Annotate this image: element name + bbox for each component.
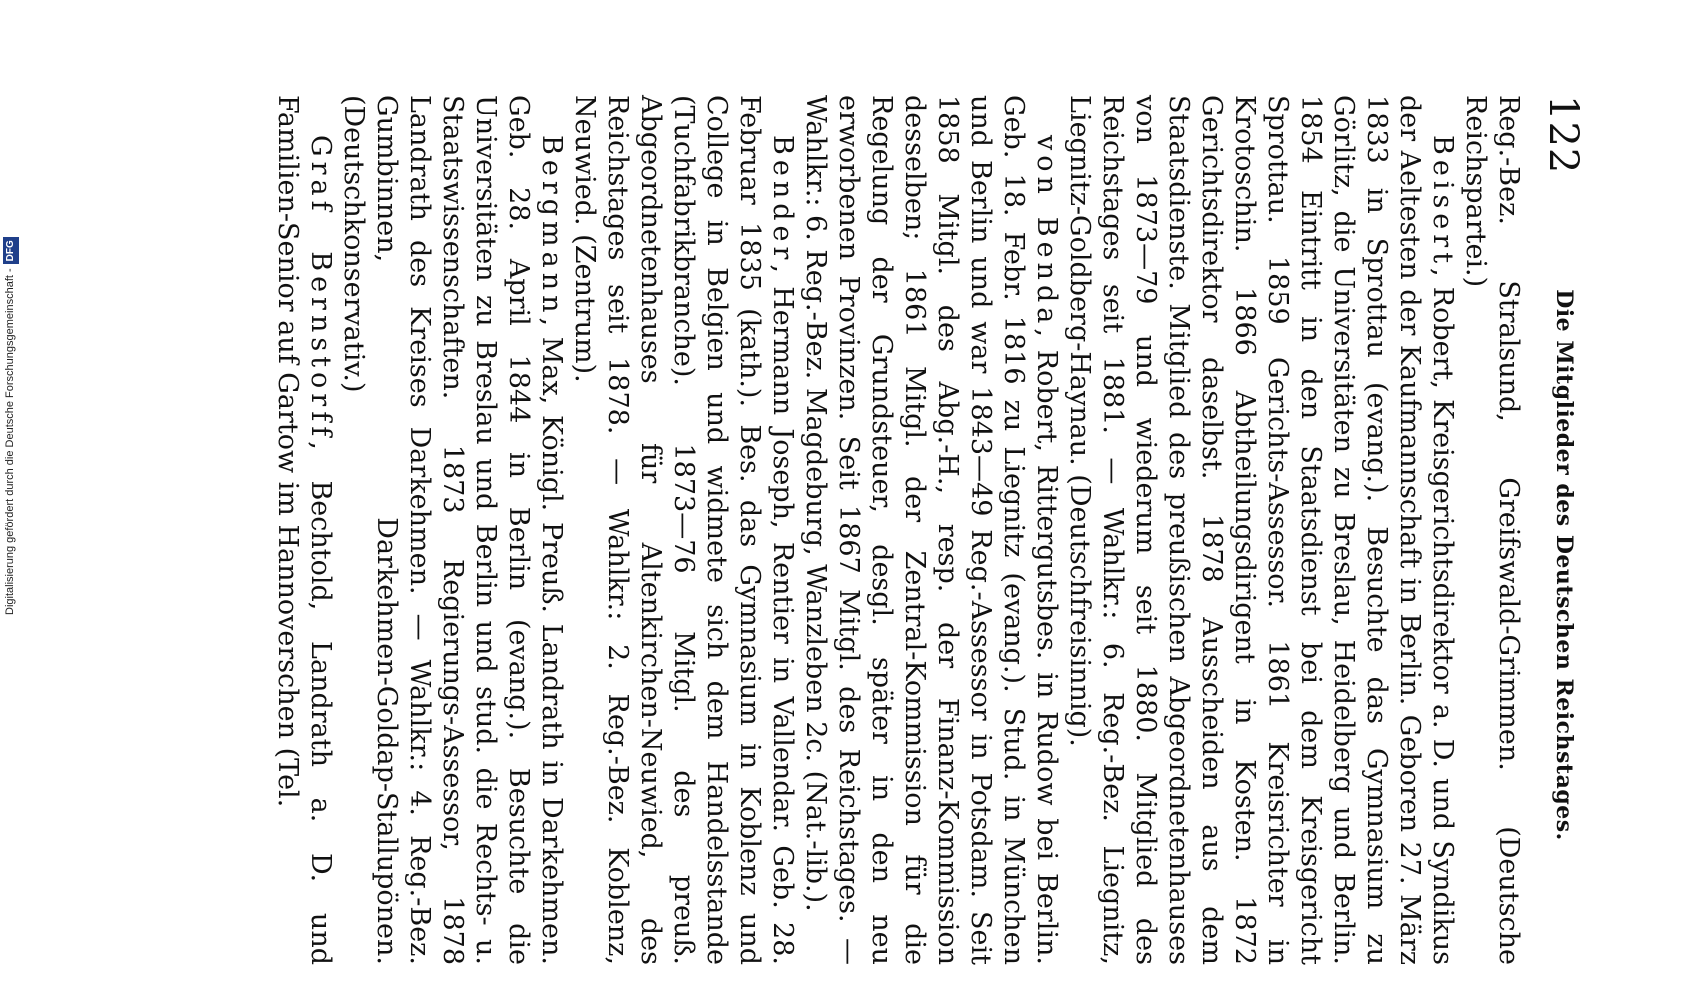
entry-beisert [1063, 95, 1459, 965]
entry-bergmann [337, 95, 568, 965]
entry-text: , Max, Königl. Preuß. Landrath in Darkehmen. Geb. 28. April 1844 in Berlin (evang.). Besuchte die Universitäten zu Breslau und Berlin und stud. die Rechts- u. Staatswissenschaften. 1873 Regierungs-Assessor, 1878 Landrath des Kreises Darkehmen. — Wahlkr.: 4. Reg.-Bez. Gumbinnen, Darkehmen-Goldap-Stallupönen. (Deutschkonservativ.) [338, 95, 567, 965]
entry-name: Beisert [1427, 135, 1458, 269]
entry-name: von Benda [1031, 135, 1062, 329]
entry-bender [568, 95, 799, 965]
digitization-credit [2, 235, 18, 615]
entry-name: Graf Bernstorff [305, 135, 336, 442]
credit-text: Digitalisierung gefördert durch die Deutsche Forschungsgemeinschaft - [4, 268, 16, 615]
entry-text: , Bechtold, Landrath a. D. und Familien-Senior auf Gartow im Hannoverschen (Tel. [272, 95, 336, 965]
running-head: Die Mitglieder des Deutschen Reichstages. [1551, 289, 1577, 841]
entry-text: , Robert, Rittergutsbes. in Rudow bei Berlin. Geb. 18. Febr. 1816 zu Liegnitz (evang.). Stud. in München und Berlin und war 1843—49 Reg.-Assessor in Potsdam. Seit 1858 Mitgl. des Abg.-H., resp. der Finanz-Kommission desselben; 1861 Mitgl. der Zentral-Kommission für die Regelung der Grundsteuer, desgl. später in den neu erworbenen Provinzen. Seit 1867 Mitgl. des Reichstages. — Wahlkr.: 6. Reg.-Bez. Magdeburg, Wanzleben 2c. (Nat.-lib.). [800, 95, 1062, 965]
printed-page-rotated [120, 95, 1585, 965]
dfg-logo: DFG [3, 237, 19, 264]
entry-von-benda [799, 95, 1063, 965]
entry-name: Bender [767, 135, 798, 265]
entry-text: , Robert, Kreisgerichtsdirektor a. D. und Syndikus der Aeltesten der Kaufmannschaft in Berlin. Geboren 27. März 1833 in Sprottau (evang.). Besuchte das Gymnasium zu Görlitz, die Universitäten zu Breslau, Heidelberg und Berlin. 1854 Eintritt in den Staatsdienst bei dem Kreisgericht Sprottau. 1859 Gerichts-Assessor. 1861 Kreisrichter in Krotoschin. 1866 Abtheilungsdirigent in Kosten. 1872 Gerichtsdirektor daselbst. 1878 Ausscheiden aus dem Staatsdienste. Mitglied des preußischen Abgeordnetenhauses von 1873—79 und wiederum seit 1880. Mitglied des Reichstages seit 1881. — Wahlkr.: 6. Reg.-Bez. Liegnitz, Liegnitz-Goldberg-Haynau. (Deutschfreisinnig). [1064, 95, 1458, 965]
page-number: 122 [1540, 95, 1586, 175]
carryover-paragraph: Reg.-Bez. Stralsund, Greifswald-Grimmen. (Deutsche Reichspartei.) [1460, 95, 1524, 965]
entry-name: Bergmann [536, 135, 567, 318]
entry-graf-bernstorff [271, 95, 337, 965]
entry-text: , Hermann Joseph, Rentier in Vallendar. Geb. 28. Februar 1835 (kath.). Bes. das Gymnasium in Koblenz und College in Belgien und widmete sich dem Handelsstande (Tuchfabrikbranche). 1873—76 Mitgl. des preuß. Abgeordnetenhauses für Altenkirchen-Neuwied, des Reichstages seit 1878. — Wahlkr.: 2. Reg.-Bez. Koblenz, Neuwied. (Zentrum). [569, 95, 798, 965]
body-text [271, 95, 1525, 965]
